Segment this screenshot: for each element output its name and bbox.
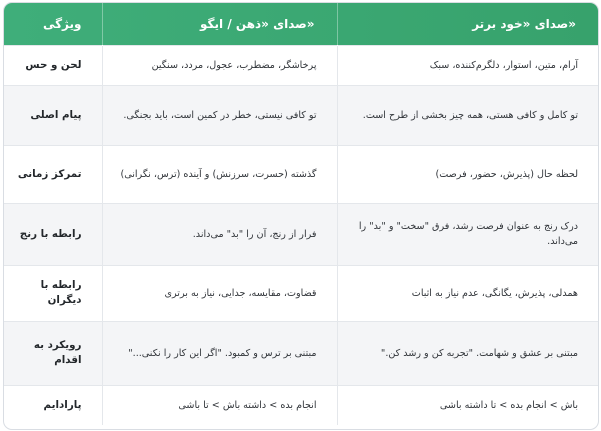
cell-feature: رابطه با دیگران xyxy=(40,279,82,306)
table-row xyxy=(4,265,598,321)
cell-feature: پیام اصلی xyxy=(30,108,82,121)
table-row xyxy=(4,85,598,145)
cell-higher-self: درک رنج به عنوان فرصت رشد، فرق "سخت" و "بد" را می‌داند. xyxy=(337,203,598,265)
cell-feature: رویکرد به اقدام xyxy=(33,339,82,366)
cell-feature: رابطه با رنج xyxy=(19,227,82,240)
cell-feature: پارادایم xyxy=(43,398,82,411)
table-row xyxy=(4,45,598,85)
cell-higher-self: مبتنی بر عشق و شهامت. "تجربه کن و رشد کن." xyxy=(337,321,598,385)
header-ego: «صدای «ذهن / ایگو xyxy=(102,3,337,45)
cell-higher-self: آرام، متین، استوار، دلگرم‌کننده، سبک xyxy=(337,45,598,85)
comparison-table xyxy=(4,3,598,425)
cell-higher-self: همدلی، پذیرش، یگانگی، عدم نیاز به اثبات xyxy=(337,265,598,321)
table-row xyxy=(4,385,598,425)
cell-ego: فرار از رنج، آن را "بد" می‌داند. xyxy=(102,203,337,265)
comparison-table-card xyxy=(3,2,599,430)
header-higher-self: «صدای «خود برتر xyxy=(337,3,598,45)
table-row xyxy=(4,321,598,385)
cell-higher-self: لحظه حال (پذیرش، حضور، فرصت) xyxy=(337,145,598,203)
cell-ego: گذشته (حسرت، سرزنش) و آینده (ترس، نگرانی) xyxy=(102,145,337,203)
table-row xyxy=(4,145,598,203)
table-header-row xyxy=(4,3,598,45)
cell-feature: تمرکز زمانی xyxy=(17,167,82,180)
cell-ego: انجام بده > داشته باش > تا باشی xyxy=(102,385,337,425)
cell-ego: قضاوت، مقایسه، جدایی، نیاز به برتری xyxy=(102,265,337,321)
table-row xyxy=(4,203,598,265)
header-feature: ویژگی xyxy=(42,16,82,31)
cell-higher-self: باش > انجام بده > تا داشته باشی xyxy=(337,385,598,425)
cell-ego: تو کافی نیستی، خطر در کمین است، باید بجنگی. xyxy=(102,85,337,145)
cell-ego: پرخاشگر، مضطرب، عجول، مردد، سنگین xyxy=(102,45,337,85)
cell-feature: لحن و حس xyxy=(25,58,82,71)
cell-ego: مبتنی بر ترس و کمبود. "اگر این کار را نکنی..." xyxy=(102,321,337,385)
cell-higher-self: تو کامل و کافی هستی، همه چیز بخشی از طرح است. xyxy=(337,85,598,145)
